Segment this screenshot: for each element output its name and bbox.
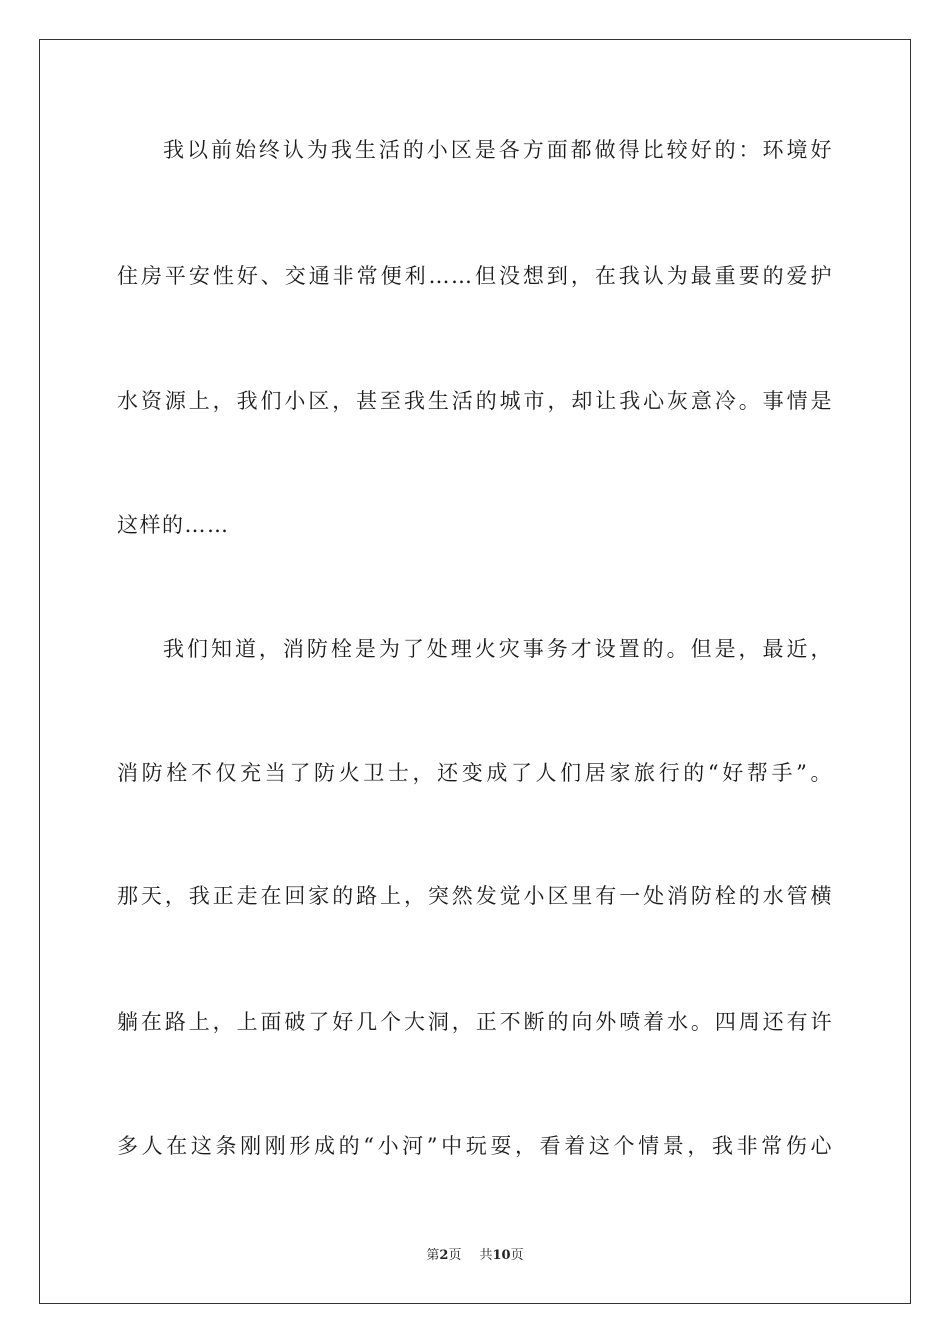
paragraph-1-line-1: 我以前始终认为我生活的小区是各方面都做得比较好的：环境好 xyxy=(163,138,833,162)
page-footer xyxy=(0,1247,950,1265)
page-number-label: 第2页 xyxy=(426,1248,462,1263)
paragraph-2-line-5: 多人在这条刚刚形成的“小河”中玩耍，看着这个情景，我非常伤心 xyxy=(117,1134,833,1158)
page-total: 10 xyxy=(492,1248,511,1263)
page-border xyxy=(39,39,911,1304)
paragraph-2-line-1: 我们知道，消防栓是为了处理火灾事务才设置的。但是，最近， xyxy=(163,637,833,661)
paragraph-1-line-4: 这样的…… xyxy=(117,513,230,537)
paragraph-2-line-4: 躺在路上，上面破了好几个大洞，正不断的向外喷着水。四周还有许 xyxy=(117,1010,833,1034)
page-total-label: 共10页 xyxy=(479,1248,524,1263)
paragraph-2-line-2: 消防栓不仅充当了防火卫士，还变成了人们居家旅行的“好帮手”。 xyxy=(117,761,833,785)
paragraph-1-line-2: 住房平安性好、交通非常便利……但没想到，在我认为最重要的爱护 xyxy=(117,264,833,288)
paragraph-2-line-3: 那天，我正走在回家的路上，突然发觉小区里有一处消防栓的水管横 xyxy=(117,884,833,908)
paragraph-1-line-3: 水资源上，我们小区，甚至我生活的城市，却让我心灰意冷。事情是 xyxy=(117,389,833,413)
page-current: 2 xyxy=(439,1248,449,1263)
